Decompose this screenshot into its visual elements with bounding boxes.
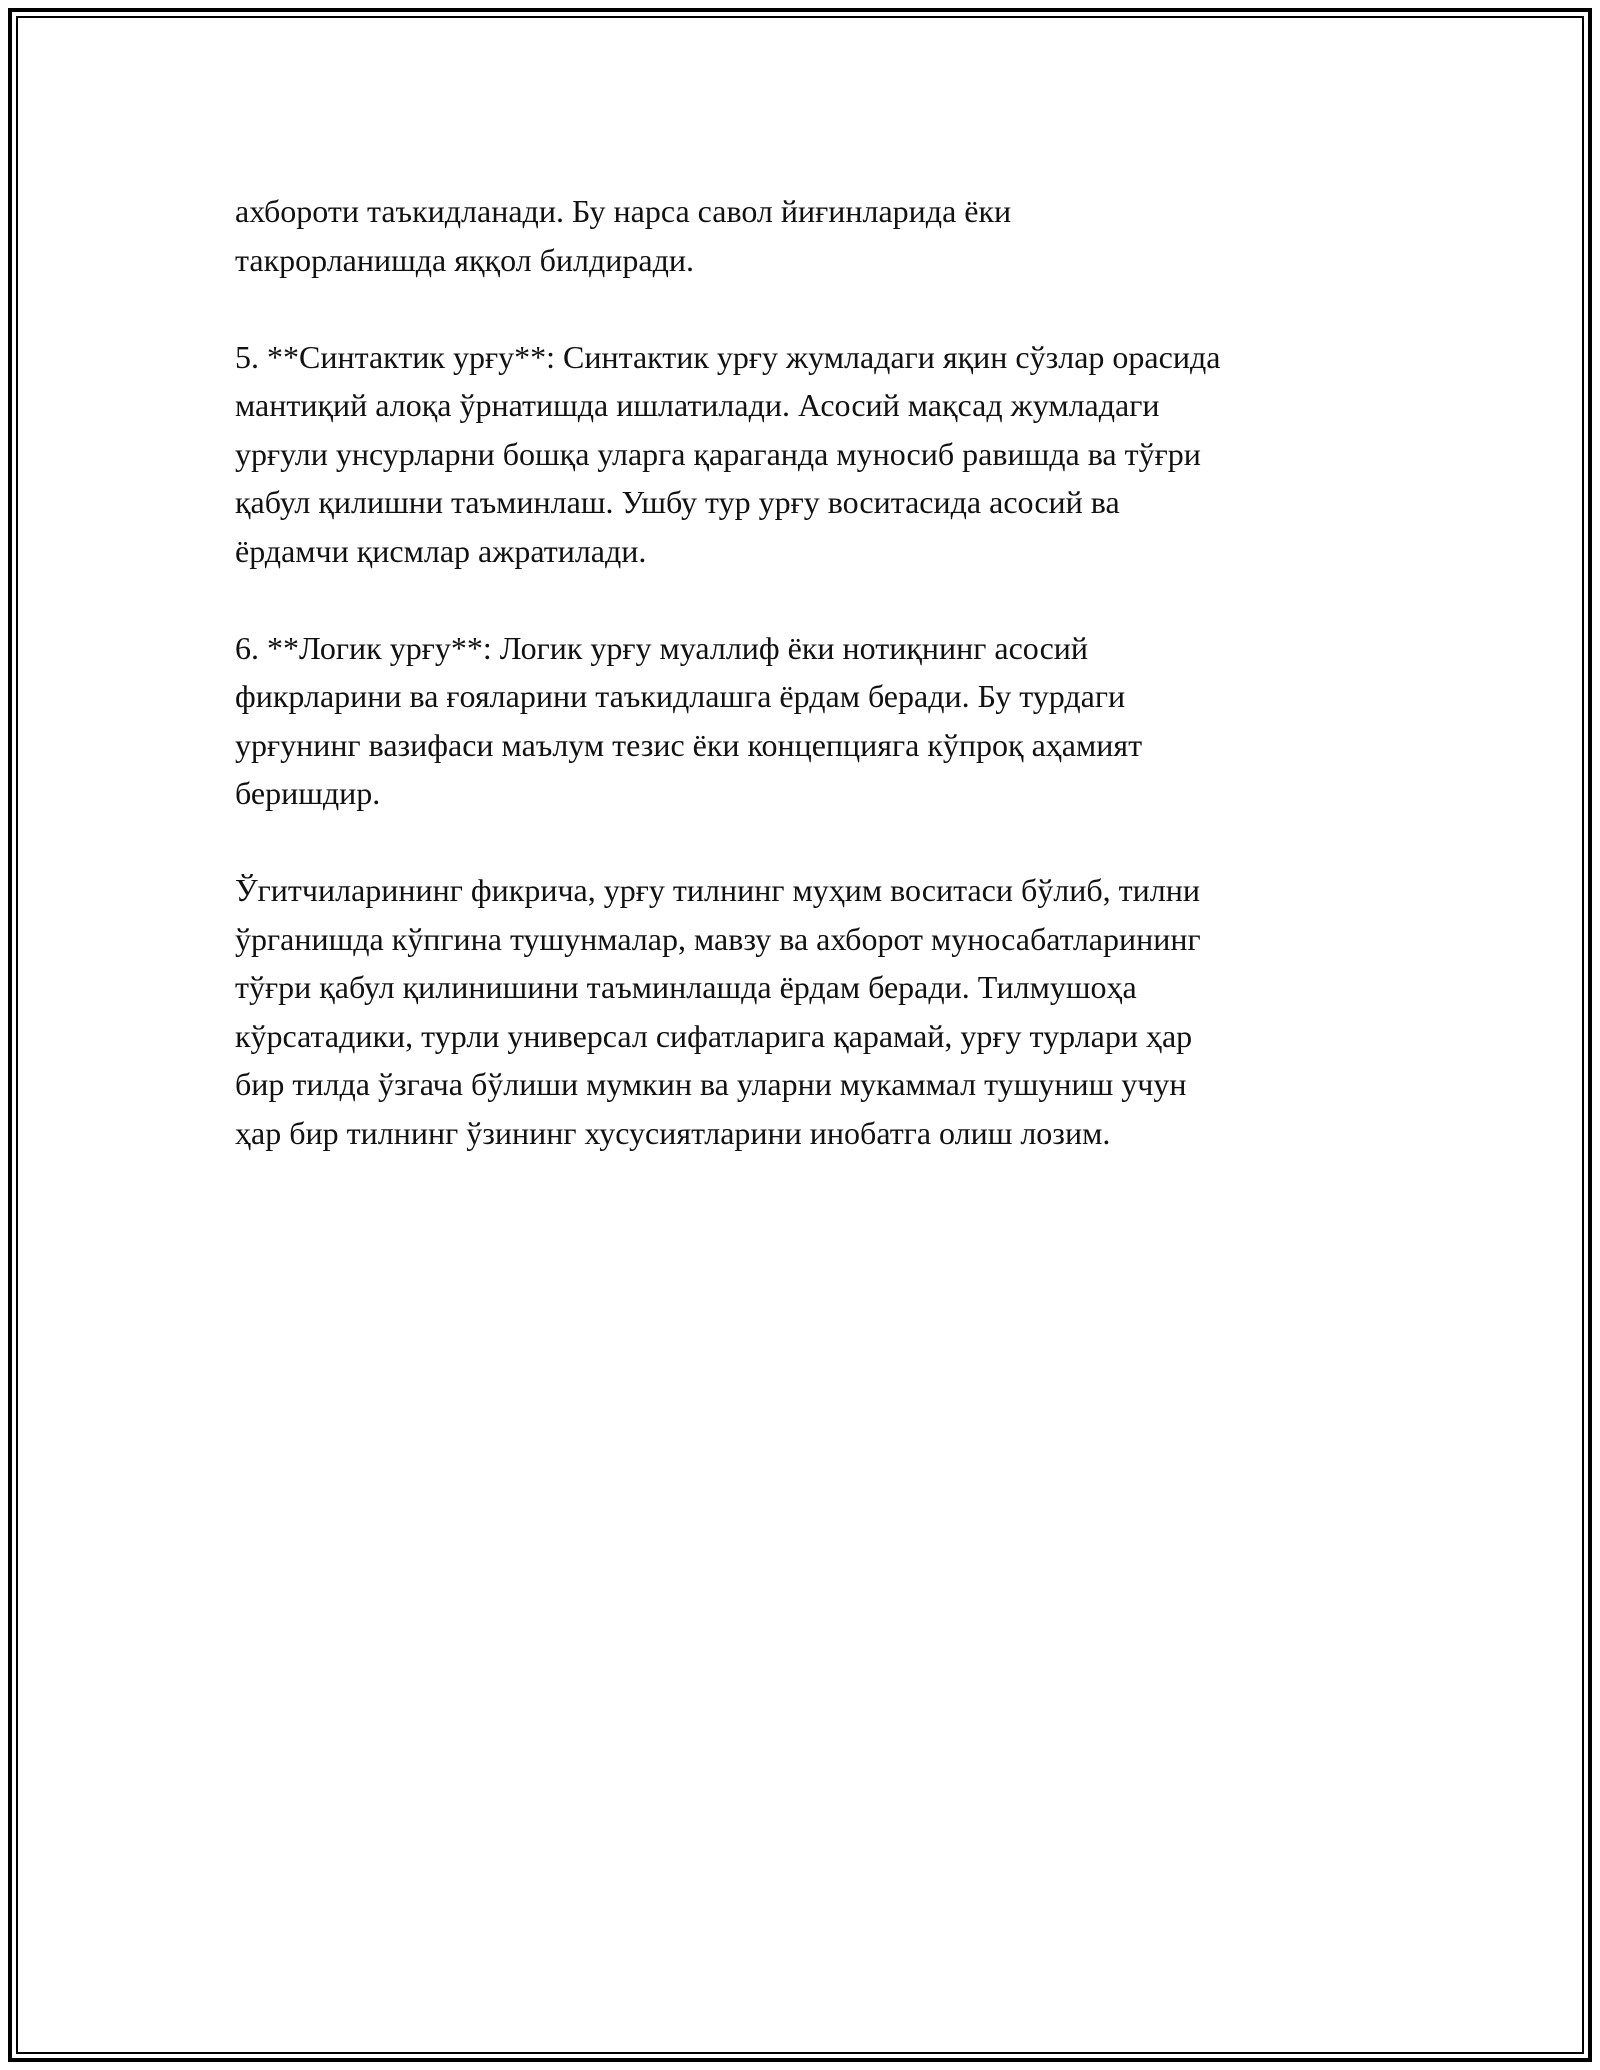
paragraph-conclusion: Ўгитчиларининг фикрича, урғу тилнинг муҳим воситаси бўлиб, тилни ўрганишда кўпгина тушунмалар, мавзу ва ахборот муносабатларининг тўғри қабул қилинишини таъминлашда ёрдам беради. Тилмушоҳа кўрсатадики, турли универсал сифатларига қарамай, урғу турлари ҳар бир тилда ўзгача бўлиши мумкин ва уларни мукаммал тушуниш учун ҳар бир тилнинг ўзининг хусусиятларини инобатга олиш лозим. (235, 872, 1201, 1151)
document-body (235, 187, 1385, 1206)
paragraph-syntactic-stress: 5. **Синтактик урғу**: Синтактик урғу жумладаги яқин сўзлар орасида мантиқий алоқа ўрнатишда ишлатилади. Асосий мақсад жумладаги урғули унсурларни бошқа уларга қараганда муносиб равишда ва тўғри қабул қилишни таъминлаш. Ушбу тур урғу воситасида асосий ва ёрдамчи қисмлар ажратилади. (235, 338, 1221, 569)
paragraph-logical-stress: 6. **Логик урғу**: Логик урғу муаллиф ёки нотиқнинг асосий фикрларини ва ғояларини таъкидлашга ёрдам беради. Бу турдаги урғунинг вазифаси маълум тезис ёки концепцияга кўпроқ аҳамият беришдир. (235, 629, 1143, 811)
paragraph-continuation: ахбороти таъкидланади. Бу нарса савол йиғинларида ёки такрорланишда яққол билдиради. (235, 193, 1012, 278)
